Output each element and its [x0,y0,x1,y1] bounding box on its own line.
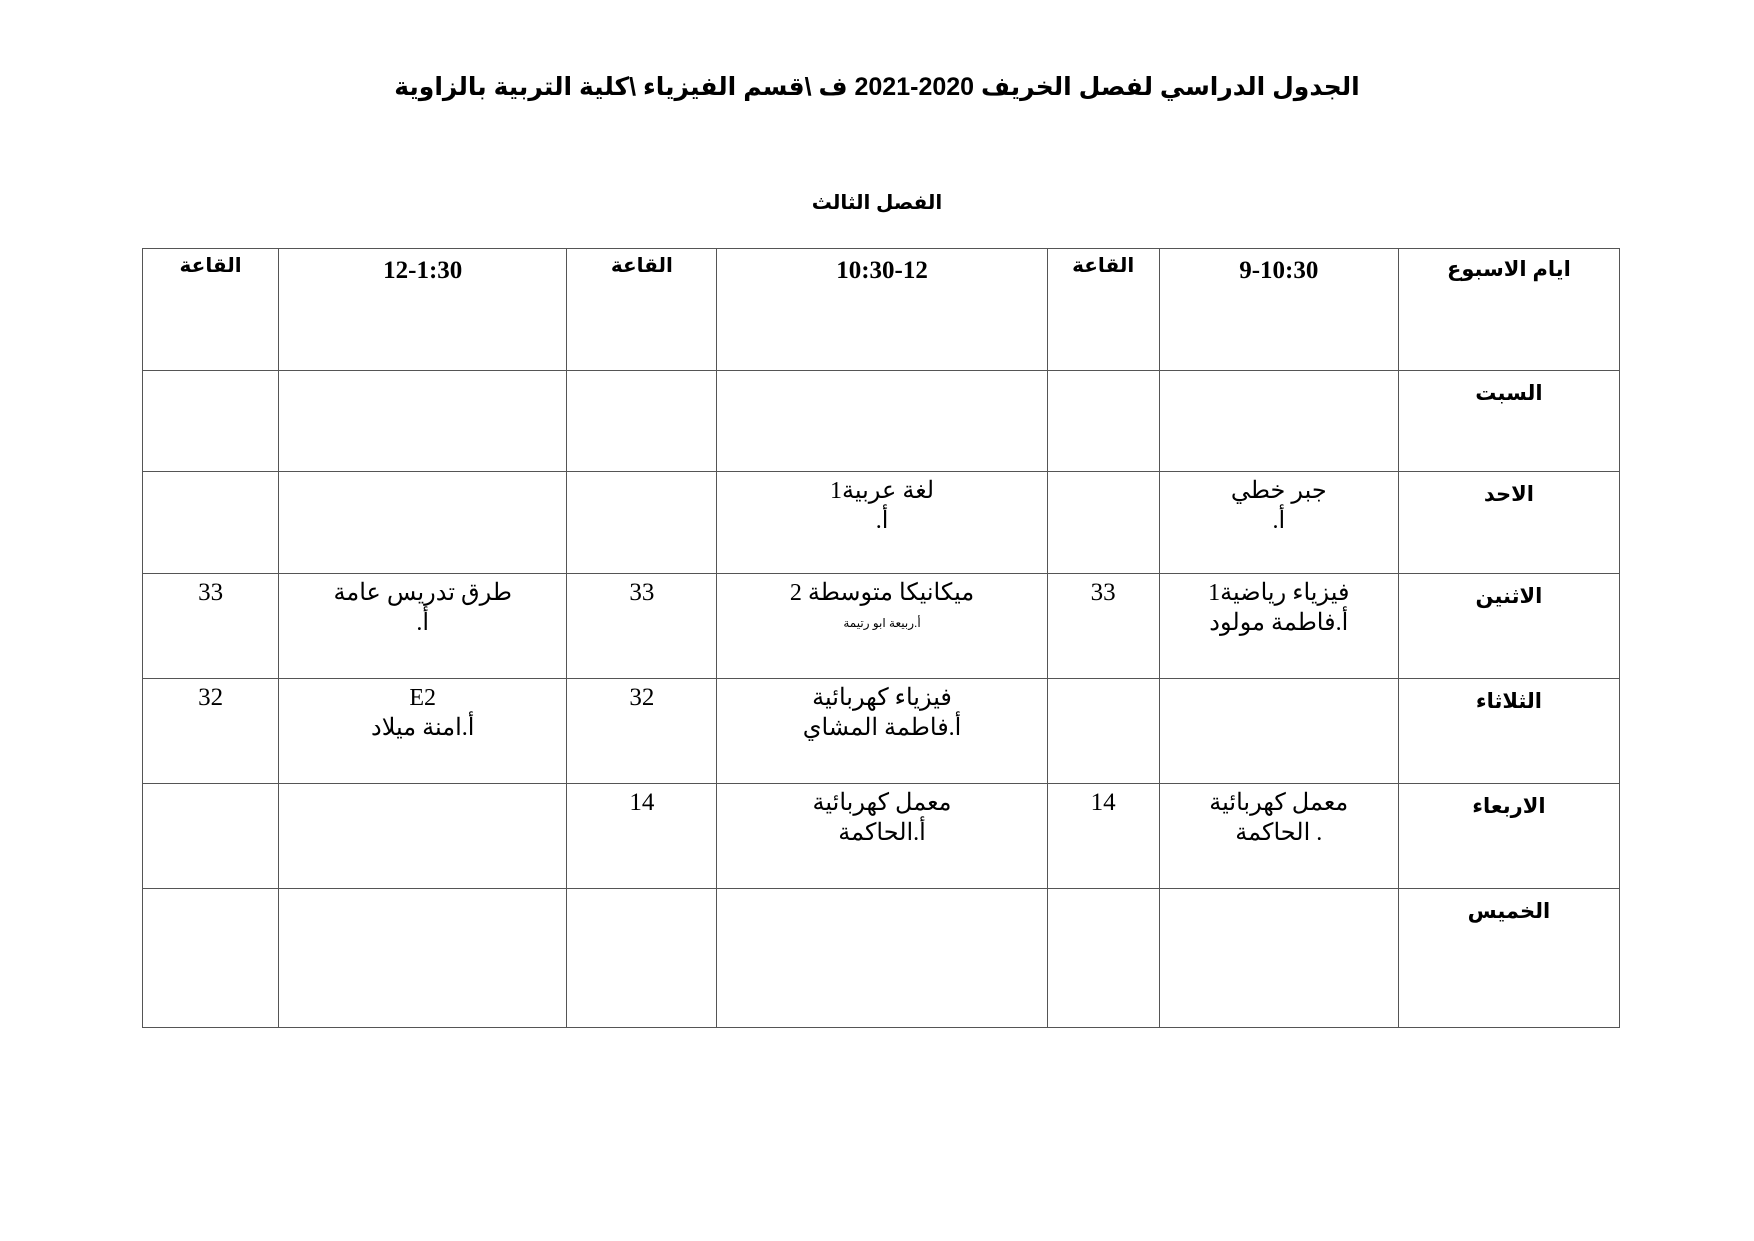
course-name: طرق تدريس عامة [333,580,512,606]
teacher-name: أ. [875,508,889,534]
slot2-cell [717,371,1047,472]
header-time-slot-2: 10:30-12 [836,257,928,284]
day-cell [1398,889,1619,1028]
day-cell [1398,574,1619,679]
room3-cell [143,371,279,472]
table-row-thursday [143,889,1620,1028]
course-name: جبر خطي [1230,478,1327,504]
course-name: ميكانيكا متوسطة 2 [789,580,975,606]
course-name: لغة عربية1 [829,478,935,504]
room2-cell [567,371,717,472]
room-number: 32 [198,684,224,711]
slot2-cell [717,472,1047,574]
room-number: 33 [629,579,655,606]
room2-cell [567,784,717,889]
header-time3-cell [279,249,567,371]
room2-cell [567,679,717,784]
table-row-sunday [143,472,1620,574]
header-room-2: القاعة [610,255,673,277]
day-name: السبت [1475,382,1543,405]
header-time-slot-1: 9-10:30 [1239,257,1319,284]
slot2-cell [717,889,1047,1028]
room1-cell [1047,679,1159,784]
slot1-cell [1159,371,1398,472]
teacher-name: أ. [1272,508,1286,534]
teacher-name: أ. [416,610,430,636]
course-name: معمل كهربائية [1209,790,1349,816]
header-time2-cell [717,249,1047,371]
teacher-name: أ.امنة ميلاد [371,715,475,741]
slot3-cell [279,889,567,1028]
room-number: 33 [1090,579,1116,606]
room3-cell [143,679,279,784]
table-row-saturday [143,371,1620,472]
slot3-cell [279,371,567,472]
room2-cell [567,889,717,1028]
header-room3-cell [143,249,279,371]
header-room1-cell [1047,249,1159,371]
schedule-table [142,248,1620,1028]
room1-cell [1047,574,1159,679]
document-title: الجدول الدراسي لفصل الخريف 2020-2021 ف \قسم الفيزياء \كلية التربية بالزاوية [394,73,1360,101]
teacher-name: أ.فاطمة المشاي [802,715,962,741]
header-days: ايام الاسبوع [1447,258,1571,281]
room-number: 14 [1090,789,1116,816]
course-name: فيزياء رياضية1 [1208,580,1350,606]
room2-cell [567,574,717,679]
teacher-name: أ.الحاكمة [838,820,926,846]
day-cell [1398,679,1619,784]
room3-cell [143,472,279,574]
slot1-cell [1159,784,1398,889]
slot2-cell [717,574,1047,679]
teacher-name: . الحاكمة [1235,820,1323,846]
room3-cell [143,574,279,679]
slot1-cell [1159,889,1398,1028]
day-name: الخميس [1467,900,1551,923]
slot3-cell [279,679,567,784]
header-time-slot-3: 12-1:30 [383,257,463,284]
header-days-cell [1398,249,1619,371]
slot1-cell [1159,574,1398,679]
slot3-cell [279,784,567,889]
header-room-1: القاعة [1072,255,1135,277]
day-name: الثلاثاء [1475,690,1542,713]
header-row [143,249,1620,371]
table-row-tuesday [143,679,1620,784]
room-number: 14 [629,789,655,816]
room1-cell [1047,889,1159,1028]
room-number: 33 [198,579,224,606]
header-room-3: القاعة [179,255,242,277]
slot2-cell [717,679,1047,784]
slot1-cell [1159,472,1398,574]
slot1-cell [1159,679,1398,784]
day-cell [1398,784,1619,889]
room2-cell [567,472,717,574]
header-room2-cell [567,249,717,371]
course-name: فيزياء كهربائية [812,685,952,711]
table-row-monday [143,574,1620,679]
course-name: E2 [409,685,437,711]
room1-cell [1047,784,1159,889]
header-time1-cell [1159,249,1398,371]
teacher-name: أ.ربيعة ابو رتيمة [843,616,921,630]
room3-cell [143,889,279,1028]
table-row-wednesday [143,784,1620,889]
room3-cell [143,784,279,889]
section-label: الفصل الثالث [811,192,943,214]
day-name: الاربعاء [1472,795,1546,818]
teacher-name: أ.فاطمة مولود [1209,610,1349,636]
day-cell [1398,371,1619,472]
day-cell [1398,472,1619,574]
room-number: 32 [629,684,655,711]
room1-cell [1047,371,1159,472]
room1-cell [1047,472,1159,574]
slot3-cell [279,472,567,574]
day-name: الاحد [1483,483,1534,506]
slot3-cell [279,574,567,679]
day-name: الاثنين [1475,585,1543,608]
slot2-cell [717,784,1047,889]
course-name: معمل كهربائية [812,790,952,816]
